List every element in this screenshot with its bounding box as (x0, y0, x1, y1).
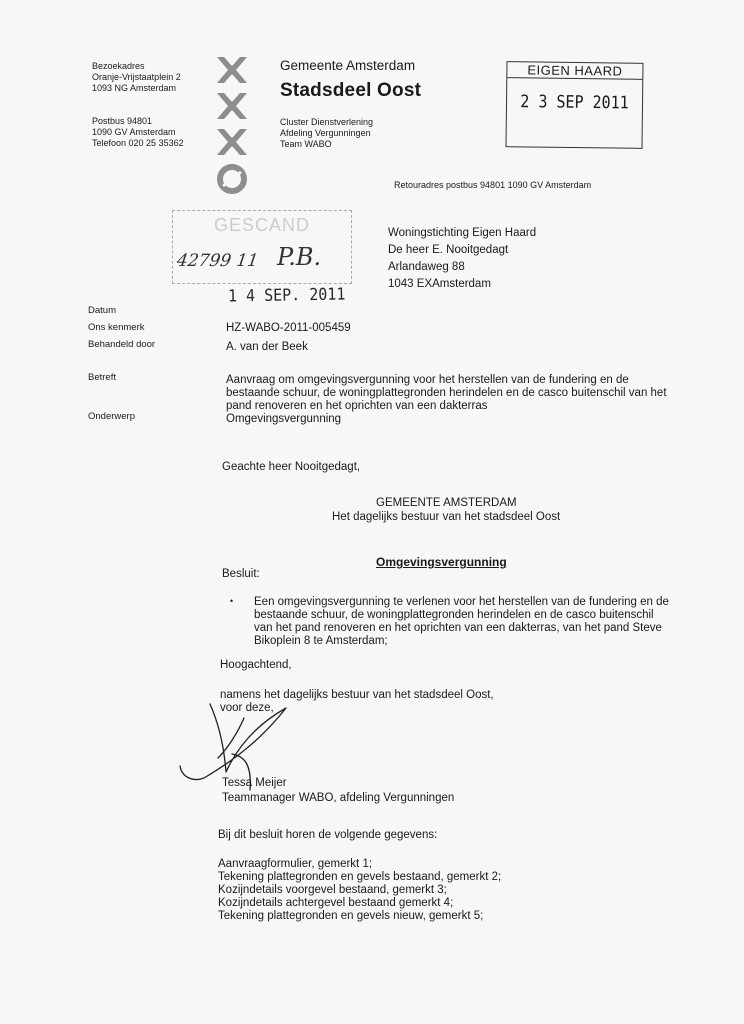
received-stamp (505, 61, 643, 149)
subject-text (226, 374, 667, 426)
signer-name: Tessa Meijer (222, 777, 287, 789)
attachments-list (218, 858, 501, 923)
postal-line: Telefoon 020 25 35362 (92, 138, 184, 148)
recipient-line: De heer E. Nooitgedagt (388, 244, 509, 256)
visit-line: Oranje-Vrijstaatplein 2 (92, 72, 181, 82)
visit-address (92, 61, 181, 94)
topic-label: Onderwerp (88, 411, 135, 422)
dept-line: Afdeling Vergunningen (280, 128, 371, 138)
authority-line2: Het dagelijks bestuur van het stadsdeel Oost (332, 511, 561, 523)
topic-value: Omgevingsvergunning (226, 413, 342, 425)
subject-line: bestaande schuur, de woningplattegronden herindelen en de casco buitenschil van het (226, 387, 667, 399)
decision-line: bestaande schuur, de woningplattegronden herindelen en de casco buitenschil (254, 609, 654, 621)
list-item: Tekening plattegronden en gevels nieuw, gemerkt 5; (218, 910, 484, 922)
salutation: Geachte heer Nooitgedagt, (222, 461, 361, 473)
received-stamp-name: EIGEN HAARD (507, 62, 642, 80)
decision-line: Bikoplein 8 te Amsterdam; (254, 635, 388, 647)
reference-value: HZ-WABO-2011-005459 (226, 322, 351, 334)
recipient-line: Woningstichting Eigen Haard (388, 227, 537, 239)
dept-line: Team WABO (280, 139, 332, 149)
list-item: Kozijndetails achtergevel bestaand gemerkt 4; (218, 897, 454, 909)
list-item: Aanvraagformulier, gemerkt 1; (218, 858, 373, 870)
decision-line: van het pand renoveren en het oprichten van een dakterras, van het pand Steve (254, 622, 662, 634)
dept-line: Cluster Dienstverlening (280, 117, 374, 127)
visit-line: 1093 NG Amsterdam (92, 83, 177, 93)
postal-address (92, 116, 184, 149)
scanned-stamp-name: GESCAND (213, 215, 310, 235)
scanned-stamp-initials: P.B. (277, 243, 322, 271)
list-item: Kozijndetails voorgevel bestaand, gemerkt 3; (218, 884, 447, 896)
on-behalf-line1: namens het dagelijks bestuur van het stadsdeel Oost, (220, 689, 494, 701)
scanned-stamp-number: 42799 11 (175, 251, 260, 271)
received-stamp-date: 2 3 SEP 2011 (520, 90, 629, 114)
on-behalf-line2: voor deze, (220, 702, 274, 714)
org-name-line1: Gemeente Amsterdam (280, 58, 416, 73)
closing: Hoogachtend, (220, 659, 292, 671)
postal-line: Postbus 94801 (92, 116, 153, 126)
subject-line: pand renoveren en het oprichten van een dakterras (226, 400, 488, 412)
org-name-line2: Stadsdeel Oost (280, 80, 422, 101)
decision-line: Een omgevingsvergunning te verlenen voor het herstellen van de fundering en de (254, 596, 669, 608)
bullet-dot-icon: • (230, 596, 234, 606)
reference-label: Ons kenmerk (88, 322, 145, 333)
list-item: Tekening plattegronden en gevels bestaand, gemerkt 2; (218, 871, 502, 883)
department-block (280, 117, 373, 150)
date-label: Datum (88, 305, 116, 316)
date-stamp: 1 4 SEP. 2011 (227, 284, 346, 306)
amsterdam-xxx-logo-icon (214, 55, 250, 197)
return-address: Retouradres postbus 94801 1090 GV Amsterdam (394, 180, 592, 190)
decides-label: Besluit: (222, 568, 260, 580)
authority-line1: GEMEENTE AMSTERDAM (376, 497, 517, 509)
attachments-intro: Bij dit besluit horen de volgende gegevens: (218, 829, 438, 841)
postal-line: 1090 GV Amsterdam (92, 127, 176, 137)
subject-line: Aanvraag om omgevingsvergunning voor het herstellen van de fundering en de (226, 374, 629, 386)
handled-by-value: A. van der Beek (226, 341, 308, 353)
signer-title: Teammanager WABO, afdeling Vergunningen (222, 792, 455, 804)
decision-title: Omgevingsvergunning (376, 555, 507, 569)
recipient-line: 1043 EXAmsterdam (388, 278, 491, 290)
subject-label: Betreft (88, 372, 116, 383)
decision-text (254, 596, 669, 648)
recipient-address (388, 225, 536, 293)
scanned-stamp (172, 210, 352, 284)
handled-by-label: Behandeld door (88, 339, 156, 350)
recipient-line: Arlandaweg 88 (388, 261, 465, 273)
visit-label: Bezoekadres (92, 61, 145, 71)
